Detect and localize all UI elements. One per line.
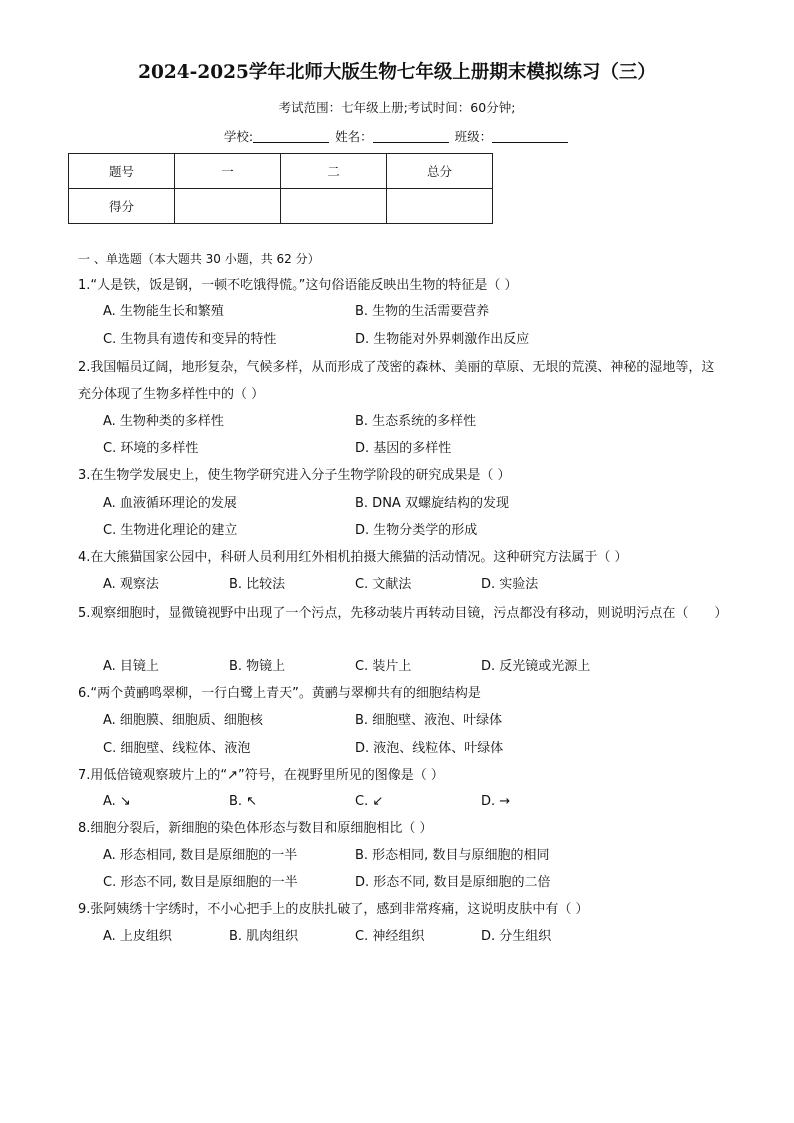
q5-option-d[interactable]: D. 反光镜或光源上 bbox=[481, 659, 591, 674]
q6-option-c[interactable]: C. 细胞壁、线粒体、液泡 bbox=[103, 741, 251, 756]
school-blank[interactable] bbox=[253, 129, 329, 143]
score-cell[interactable] bbox=[175, 189, 281, 224]
q3-option-c[interactable]: C. 生物进化理论的建立 bbox=[103, 523, 238, 538]
q6-option-b[interactable]: B. 细胞壁、液泡、叶绿体 bbox=[355, 713, 503, 728]
q9-option-b[interactable]: B. 肌肉组织 bbox=[229, 929, 299, 944]
score-header-cell: 总分 bbox=[387, 154, 493, 189]
score-header-cell: 一 bbox=[175, 154, 281, 189]
score-header-cell: 题号 bbox=[69, 154, 175, 189]
q5-option-c[interactable]: C. 装片上 bbox=[355, 659, 412, 674]
school-label: 学校: bbox=[223, 129, 254, 144]
score-header-cell: 二 bbox=[281, 154, 387, 189]
q4-option-d[interactable]: D. 实验法 bbox=[481, 577, 539, 592]
exam-scope: 考试范围：七年级上册;考试时间：60分钟; bbox=[278, 100, 516, 115]
score-row-label: 得分 bbox=[69, 189, 175, 224]
q1-option-a[interactable]: A. 生物能生长和繁殖 bbox=[103, 304, 224, 319]
q2-option-d[interactable]: D. 基因的多样性 bbox=[355, 441, 452, 456]
question-5: 5.观察细胞时，显微镜视野中出现了一个污点，先移动装片再转动目镜，污点都没有移动，则说明污点在（ ） bbox=[78, 606, 728, 621]
question-3: 3.在生物学发展史上，使生物学研究进入分子生物学阶段的研究成果是（ ） bbox=[78, 468, 511, 483]
q1-option-b[interactable]: B. 生物的生活需要营养 bbox=[355, 304, 490, 319]
q3-option-b[interactable]: B. DNA 双螺旋结构的发现 bbox=[355, 496, 509, 511]
exam-title: 2024-2025学年北师大版生物七年级上册期末模拟练习（三） bbox=[138, 62, 656, 83]
q5-option-a[interactable]: A. 目镜上 bbox=[103, 659, 159, 674]
question-7: 7.用低倍镜观察玻片上的“↗”符号，在视野里所见的图像是（ ） bbox=[78, 768, 444, 783]
class-blank[interactable] bbox=[492, 129, 568, 143]
score-table bbox=[68, 153, 493, 224]
question-9: 9.张阿姨绣十字绣时，不小心把手上的皮肤扎破了，感到非常疼痛，这说明皮肤中有（ ） bbox=[78, 902, 589, 917]
question-8: 8.细胞分裂后，新细胞的染色体形态与数目和原细胞相比（ ） bbox=[78, 821, 433, 836]
student-info-line bbox=[0, 127, 794, 145]
q7-option-b[interactable]: B. ↖ bbox=[229, 794, 258, 809]
q8-option-b[interactable]: B. 形态相同, 数目与原细胞的相同 bbox=[355, 848, 550, 863]
q5-option-b[interactable]: B. 物镜上 bbox=[229, 659, 286, 674]
q4-option-c[interactable]: C. 文献法 bbox=[355, 577, 412, 592]
q3-option-d[interactable]: D. 生物分类学的形成 bbox=[355, 523, 478, 538]
score-table-header-row bbox=[69, 154, 493, 189]
q6-option-d[interactable]: D. 液泡、线粒体、叶绿体 bbox=[355, 741, 504, 756]
name-label: 姓名： bbox=[335, 129, 373, 144]
score-table-score-row bbox=[69, 189, 493, 224]
q9-option-c[interactable]: C. 神经组织 bbox=[355, 929, 425, 944]
q3-option-a[interactable]: A. 血液循环理论的发展 bbox=[103, 496, 237, 511]
score-cell[interactable] bbox=[387, 189, 493, 224]
question-2: 2.我国幅员辽阔，地形复杂，气候多样，从而形成了茂密的森林、美丽的草原、无垠的荒漠、神秘的湿地等，这充分体现了生物多样性中的（ ） bbox=[78, 360, 715, 402]
q4-option-b[interactable]: B. 比较法 bbox=[229, 577, 286, 592]
q1-option-c[interactable]: C. 生物具有遗传和变异的特性 bbox=[103, 332, 277, 347]
name-blank[interactable] bbox=[373, 129, 449, 143]
q9-option-a[interactable]: A. 上皮组织 bbox=[103, 929, 172, 944]
q2-option-a[interactable]: A. 生物种类的多样性 bbox=[103, 414, 224, 429]
q1-option-d[interactable]: D. 生物能对外界刺激作出反应 bbox=[355, 332, 530, 347]
q4-option-a[interactable]: A. 观察法 bbox=[103, 577, 159, 592]
q2-option-c[interactable]: C. 环境的多样性 bbox=[103, 441, 199, 456]
question-1: 1.“人是铁，饭是钢，一顿不吃饿得慌。”这句俗语能反映出生物的特征是（ ） bbox=[78, 278, 518, 293]
q2-option-b[interactable]: B. 生态系统的多样性 bbox=[355, 414, 477, 429]
section-title: 一 、单选题（本大题共 30 小题，共 62 分） bbox=[78, 252, 320, 266]
q7-option-c[interactable]: C. ↙ bbox=[355, 794, 384, 809]
question-6: 6.“两个黄鹂鸣翠柳，一行白鹭上青天”。黄鹂与翠柳共有的细胞结构是 bbox=[78, 686, 481, 701]
q7-option-d[interactable]: D. → bbox=[481, 794, 511, 809]
class-label: 班级： bbox=[454, 129, 493, 144]
q9-option-d[interactable]: D. 分生组织 bbox=[481, 929, 552, 944]
q8-option-a[interactable]: A. 形态相同, 数目是原细胞的一半 bbox=[103, 848, 298, 863]
q6-option-a[interactable]: A. 细胞膜、细胞质、细胞核 bbox=[103, 713, 263, 728]
score-cell[interactable] bbox=[281, 189, 387, 224]
question-4: 4.在大熊猫国家公园中，科研人员利用红外相机拍摄大熊猫的活动情况。这种研究方法属于（ ） bbox=[78, 550, 628, 565]
q7-option-a[interactable]: A. ↘ bbox=[103, 794, 131, 809]
q8-option-d[interactable]: D. 形态不同, 数目是原细胞的二倍 bbox=[355, 875, 551, 890]
q8-option-c[interactable]: C. 形态不同, 数目是原细胞的一半 bbox=[103, 875, 298, 890]
